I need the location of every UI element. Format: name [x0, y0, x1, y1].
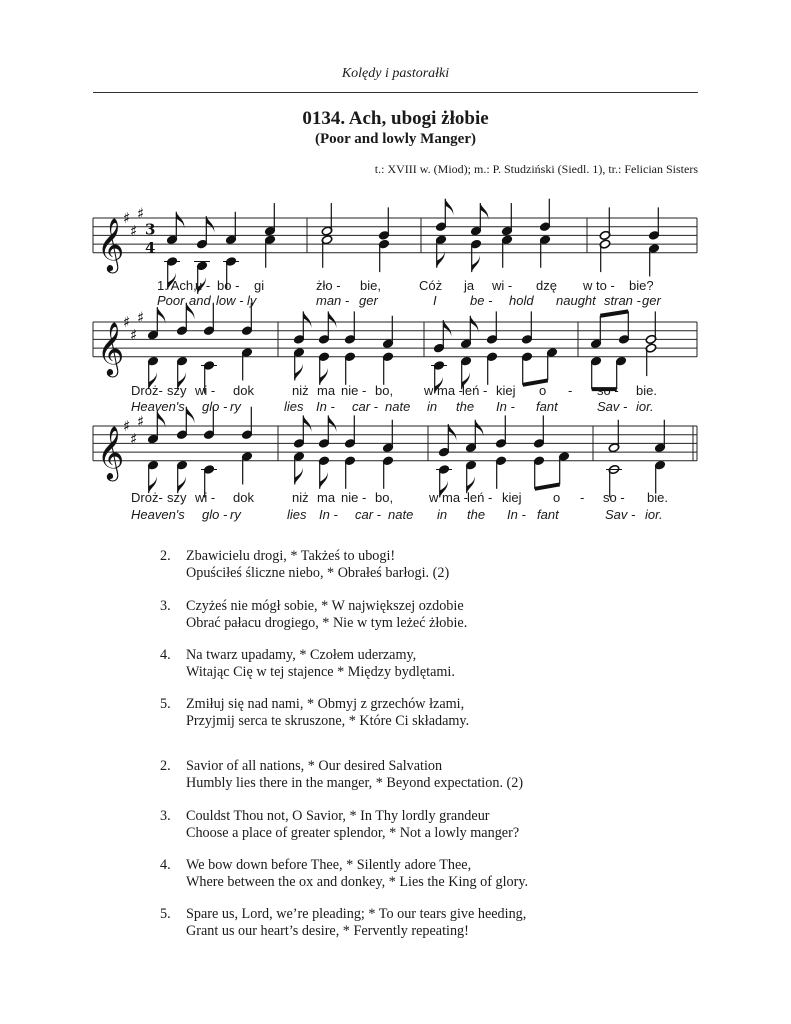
lyric-syllable-polish: wi - [195, 490, 216, 505]
lyric-syllable-english: the [467, 507, 486, 522]
note-flag [295, 467, 303, 484]
note-flag [448, 424, 456, 441]
note [486, 311, 498, 344]
lyric-syllable-polish: gi [254, 278, 265, 293]
lyric-syllable-polish: nie - [341, 383, 367, 398]
lyric-syllable-english: naught [556, 293, 596, 308]
lyric-syllable-english: ger [642, 293, 661, 308]
lyric-syllable-english: nate [388, 507, 414, 522]
note [225, 212, 237, 245]
sharp-icon: ♯ [130, 326, 138, 345]
note-beam [535, 484, 560, 488]
note [648, 243, 660, 276]
note [166, 212, 184, 245]
lyric-syllable-english: low - [216, 293, 244, 308]
note [147, 307, 165, 340]
lyric-syllable-polish: dok [233, 490, 254, 505]
lyric-syllable-english: In - [316, 399, 335, 414]
note [501, 203, 513, 236]
verse-line: Couldst Thou not, O Savior, * In Thy lordly grandeur [186, 808, 490, 824]
lyric-syllable-polish: bo, [375, 490, 394, 505]
note [264, 203, 276, 236]
verse-line: Choose a place of greater splendor, * Not a lowly manger? [186, 825, 520, 841]
sharp-icon: ♯ [137, 308, 145, 327]
note [654, 420, 666, 453]
lyric-syllable-english: Poor [157, 293, 185, 308]
verse-number: 3. [160, 808, 171, 824]
verse-line: Czyżeś nie mógł sobie, * W największej ozdobie [186, 598, 464, 614]
note-flag [303, 311, 311, 328]
note [465, 420, 483, 453]
verse-number: 5. [160, 696, 171, 712]
lyric-syllable-english: lies [284, 399, 304, 414]
note [495, 456, 507, 489]
lyric-syllable-polish: szy [167, 383, 187, 398]
lyric-syllable-polish: szy [167, 490, 187, 505]
note [378, 239, 390, 272]
note [241, 451, 253, 484]
sharp-icon: ♯ [137, 204, 145, 223]
verse-line: Zbawicielu drogi, * Takżeś to ubogi! [186, 548, 396, 564]
note [147, 460, 159, 493]
lyric-syllable-english: ry [230, 507, 241, 522]
lyric-syllable-polish: o [539, 383, 547, 398]
verse-number: 4. [160, 857, 171, 873]
note [176, 460, 188, 493]
lyric-syllable-polish: wi - [492, 278, 513, 293]
lyric-syllable-english: nate [385, 399, 411, 414]
song-title: 0134. Ach, ubogi żłobie [302, 108, 489, 129]
lyric-syllable-polish: Droż- [131, 383, 163, 398]
lyric-syllable-polish: kiej [502, 490, 522, 505]
lyric-syllable-english: hold [509, 293, 534, 308]
note [590, 316, 602, 349]
lyric-syllable-polish: bo, [375, 383, 394, 398]
lyric-syllable-polish: bie. [647, 490, 668, 505]
note-flag [328, 311, 336, 328]
sharp-icon: ♯ [123, 313, 131, 331]
verse-line: Spare us, Lord, we’re pleading; * To our tears give heeding, [186, 906, 527, 922]
time-signature-bottom: 4 [145, 238, 156, 257]
note [533, 415, 545, 448]
sharp-icon: ♯ [130, 430, 138, 449]
lyric-syllable-english: lies [287, 507, 307, 522]
lyric-syllable-polish: nie - [341, 490, 367, 505]
note [608, 420, 620, 453]
note [546, 347, 558, 380]
note-flag [295, 363, 303, 380]
note [521, 352, 533, 385]
lyric-syllable-english: Sav - [597, 399, 628, 414]
verse-line: Grant us our heart’s desire, * Fervently repeating! [186, 923, 469, 939]
lyric-syllable-english: car - [352, 399, 378, 414]
lyric-syllable-english: Sav - [605, 507, 636, 522]
note [318, 352, 330, 385]
lyric-syllable-polish: bie. [636, 383, 657, 398]
note [558, 451, 570, 484]
lyric-syllable-english: the [456, 399, 475, 414]
verse-line: Przyjmij serca te skruszone, * Które Ci składamy. [186, 713, 470, 729]
note [293, 451, 305, 484]
lyric-syllable-polish: ma [317, 490, 336, 505]
lyric-syllable-english: ger [359, 293, 378, 308]
note [344, 311, 356, 344]
note [241, 347, 253, 380]
note [147, 411, 165, 444]
verse-number: 2. [160, 758, 171, 774]
note-flag [206, 216, 214, 233]
lyric-syllable-polish: kiej [496, 383, 516, 398]
lyric-syllable-english: ior. [636, 399, 654, 414]
time-signature-top: 3 [145, 220, 156, 239]
note-flag [443, 320, 451, 337]
verse-number: 5. [160, 906, 171, 922]
lyric-syllable-polish: bie? [629, 278, 654, 293]
lyric-syllable-english: In - [496, 399, 515, 414]
note [501, 235, 513, 268]
lyric-syllable-english: ior. [645, 507, 663, 522]
lyric-syllable-english: be - [470, 293, 493, 308]
note [382, 352, 394, 385]
lyric-syllable-polish: bie, [360, 278, 381, 293]
verse-number: 3. [160, 598, 171, 614]
lyric-syllable-polish: so - [603, 490, 625, 505]
note [486, 352, 498, 385]
sharp-icon: ♯ [123, 209, 131, 227]
note [344, 352, 356, 385]
sharp-icon: ♯ [130, 222, 138, 241]
note [321, 203, 333, 236]
note [645, 311, 657, 344]
lyric-syllable-english: and [189, 293, 211, 308]
lyric-syllable-polish: żło - [316, 278, 341, 293]
lyric-syllable-polish: leń - [467, 490, 493, 505]
lyric-syllable-english: ly [247, 293, 257, 308]
lyric-syllable-polish: o [553, 490, 561, 505]
note-flag [186, 407, 194, 424]
lyric-syllable-polish: dok [233, 383, 254, 398]
note-flag [320, 472, 328, 489]
lyric-syllable-english: fant [536, 399, 558, 414]
note [241, 407, 253, 440]
lyric-syllable-polish: Cóż [419, 278, 443, 293]
lyric-syllable-polish: niż [292, 490, 309, 505]
lyric-syllable-polish: niż [292, 383, 309, 398]
lyric-syllable-english: stran - [604, 293, 641, 308]
song-subtitle: (Poor and lowly Manger) [315, 131, 476, 147]
staff-3 [93, 413, 697, 481]
verse-line: Where between the ox and donkey, * Lies the King of glory. [186, 874, 529, 890]
note-flag [303, 415, 311, 432]
sharp-icon: ♯ [137, 412, 145, 431]
verse-line: Savior of all nations, * Our desired Salvation [186, 758, 443, 774]
note [382, 420, 394, 453]
note [435, 235, 447, 268]
verse-line: Opuściłeś śliczne niebo, * Obrałeś barłogi. (2) [186, 565, 450, 581]
lyric-syllable-english: in [427, 399, 438, 414]
lyric-syllable-polish: dzę [536, 278, 557, 293]
staff-2 [93, 309, 697, 377]
note [521, 311, 533, 344]
running-header: Kolędy i pastorałki [341, 66, 450, 81]
note [344, 415, 356, 448]
note [293, 347, 305, 380]
note [618, 311, 630, 344]
treble-clef-icon: 𝄞 [97, 320, 125, 375]
note [318, 456, 330, 489]
lyric-syllable-english: I [433, 293, 437, 308]
note [470, 203, 488, 236]
note-beam [600, 311, 628, 315]
note [378, 207, 390, 240]
note [495, 415, 507, 448]
lyric-syllable-polish: bo - [217, 278, 240, 293]
note [344, 456, 356, 489]
verse-line: Humbly lies there in the manger, * Beyond expectation. (2) [186, 775, 524, 791]
lyric-syllable-english: Heaven's [131, 507, 185, 522]
note [465, 460, 477, 493]
song-credits: t.: XVIII w. (Miod); m.: P. Studziński (Siedl. 1), tr.: Felician Sisters [374, 162, 698, 176]
note [460, 316, 478, 349]
lyric-syllable-english: In - [507, 507, 526, 522]
verse-line: We bow down before Thee, * Silently adore Thee, [186, 857, 472, 873]
note [654, 460, 666, 493]
lyric-syllable-polish: - [568, 383, 573, 398]
lyric-syllable-english: in [437, 507, 448, 522]
note [539, 199, 551, 232]
lyric-syllable-polish: leń - [462, 383, 488, 398]
note [539, 235, 551, 268]
lyric-syllable-polish: w ma - [429, 490, 468, 505]
verse-line: Obrać pałacu drogiego, * Nie w tym leżeć żłobie. [186, 615, 468, 631]
lyric-syllable-polish: ja [464, 278, 475, 293]
lyric-syllable-english: glo - [202, 507, 228, 522]
note-flag [472, 255, 480, 272]
note [533, 456, 545, 489]
verse-line: Na twarz upadamy, * Czołem uderzamy, [186, 647, 417, 663]
lyric-syllable-polish: u - [195, 278, 211, 293]
note [382, 316, 394, 349]
lyric-syllable-polish: - [580, 490, 585, 505]
note [599, 239, 611, 272]
lyric-syllable-polish: 1. Ach, [157, 278, 197, 293]
lyric-syllable-english: ry [230, 399, 241, 414]
lyric-syllable-polish: wi - [195, 383, 216, 398]
lyric-syllable-english: man - [316, 293, 350, 308]
treble-clef-icon: 𝄞 [97, 424, 125, 479]
lyric-syllable-english: glo - [202, 399, 228, 414]
verse-line: Witając Cię w tej stajence * Między bydlętami. [186, 664, 455, 680]
note-flag [328, 415, 336, 432]
note [321, 235, 333, 268]
treble-clef-icon: 𝄞 [97, 216, 125, 271]
sharp-icon: ♯ [123, 417, 131, 435]
lyric-syllable-english: In - [319, 507, 338, 522]
note [470, 239, 482, 272]
lyric-syllable-english: fant [537, 507, 559, 522]
lyric-syllable-english: car - [355, 507, 381, 522]
note [645, 343, 657, 376]
lyric-syllable-english: Heaven's [131, 399, 185, 414]
note [264, 235, 276, 268]
lyric-syllable-polish: so - [597, 383, 619, 398]
lyric-syllable-polish: w to - [583, 278, 615, 293]
lyric-syllable-polish: Droż- [131, 490, 163, 505]
lyric-syllable-polish: ma [317, 383, 336, 398]
note [648, 207, 660, 240]
verse-number: 4. [160, 647, 171, 663]
note-flag [445, 199, 453, 216]
note [599, 207, 611, 240]
verse-line: Zmiłuj się nad nami, * Obmyj z grzechów łzami, [186, 696, 465, 712]
lyric-syllable-polish: w ma - [424, 383, 463, 398]
verse-number: 2. [160, 548, 171, 564]
note [382, 456, 394, 489]
